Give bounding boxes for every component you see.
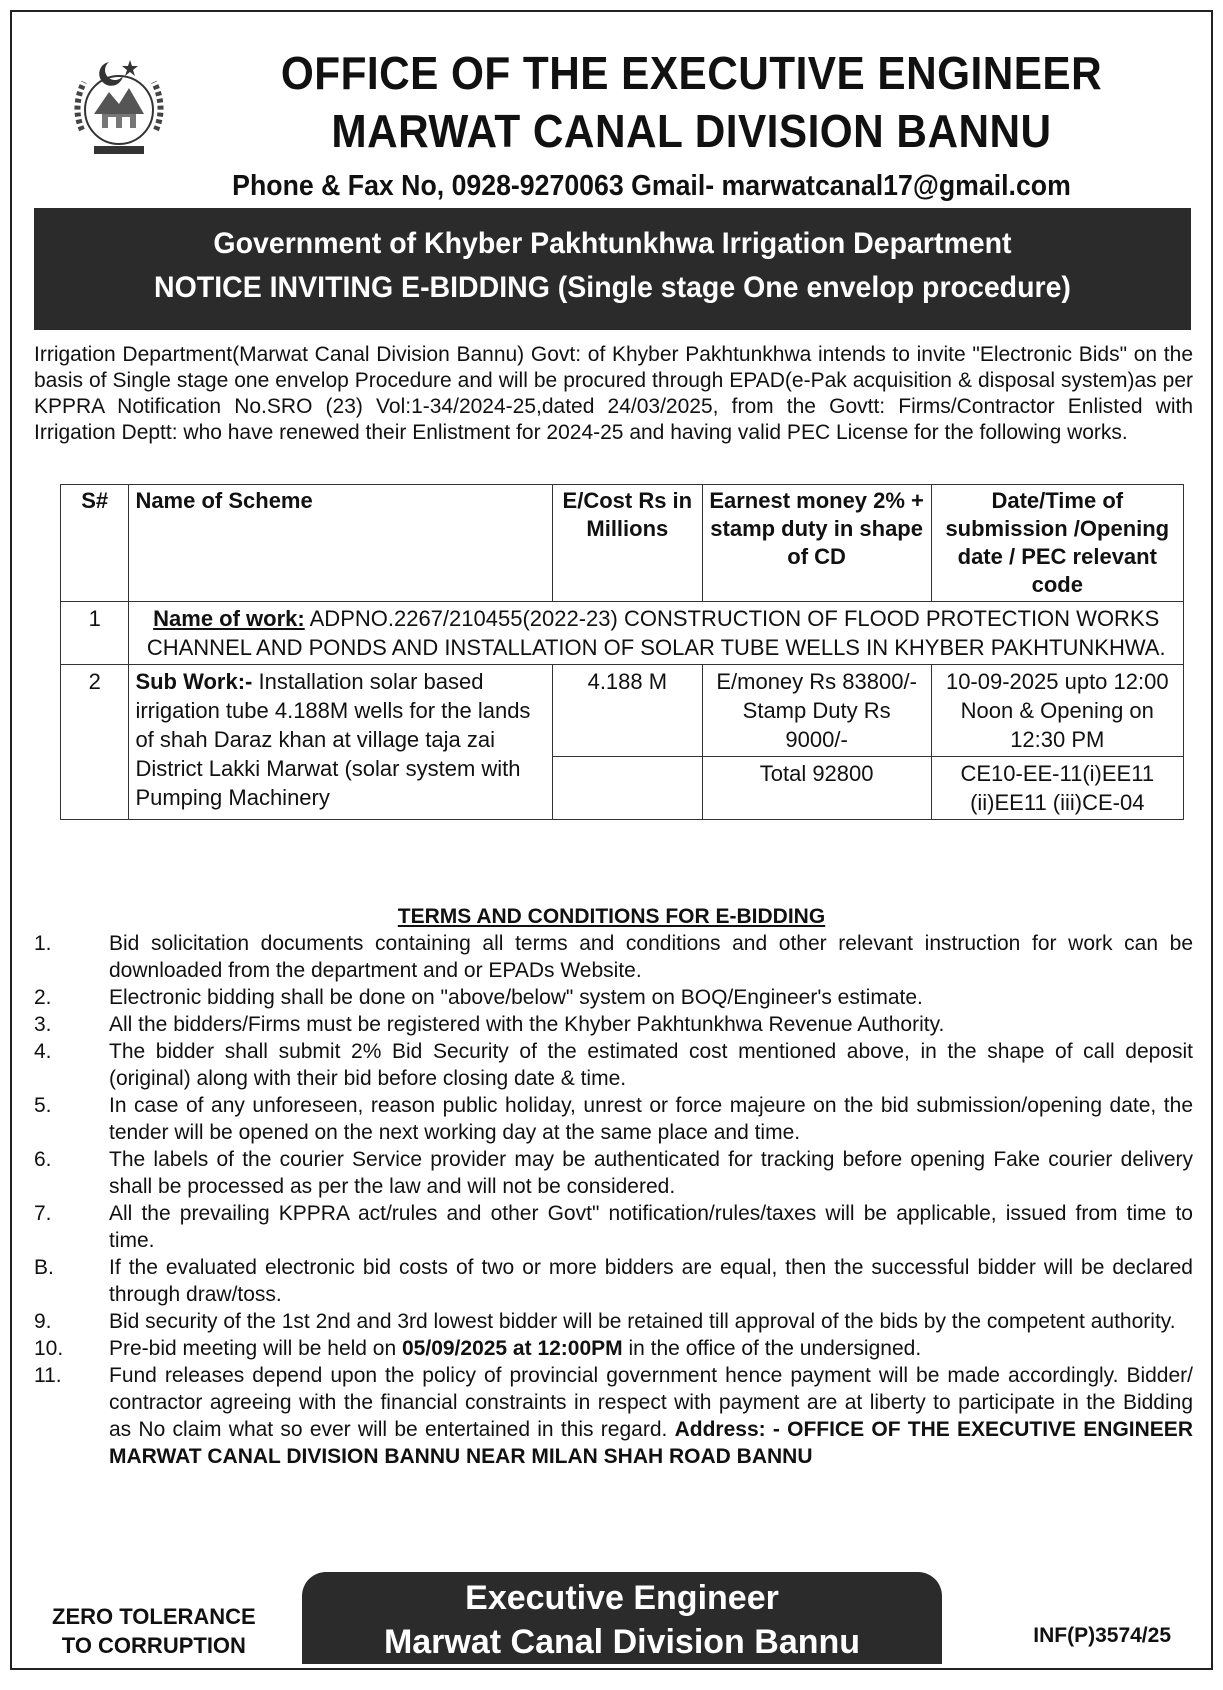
- row1-work: [129, 602, 1184, 665]
- slogan-line1: ZERO TOLERANCE: [52, 1604, 256, 1629]
- term-text: Electronic bidding shall be done on "above/below" system on BOQ/Engineer's estimate.: [109, 986, 923, 1009]
- term11-text: Fund releases depend upon the policy of provincial government hence payment will be made accordingly. Bidder/ contractor agreeing with the financial constraints in respect with payment are at liberty to participate in the Bidding as No claim what so ever will be entertained in this regard.: [109, 1364, 1193, 1441]
- zero-tolerance-slogan: [52, 1602, 256, 1660]
- row2-earnest: E/money Rs 83800/- Stamp Duty Rs 9000/-: [702, 665, 931, 757]
- term10-post: in the office of the undersigned.: [622, 1337, 922, 1360]
- term-number: 4.: [34, 1040, 52, 1063]
- table-row: [61, 665, 1184, 757]
- row1-label: Name of work:: [153, 606, 305, 631]
- row2-cost-empty: [552, 757, 702, 820]
- term10-pre: Pre-bid meeting will be held on: [109, 1337, 402, 1360]
- term-5: [34, 1092, 1193, 1146]
- table-header-row: [61, 485, 1184, 602]
- term-6: [34, 1146, 1193, 1200]
- term-text: The bidder shall submit 2% Bid Security of the estimated cost mentioned above, in the shape of call deposit (original) along with their bid before closing date & time.: [109, 1040, 1193, 1090]
- row2-label: Sub Work:-: [135, 669, 253, 694]
- term-text: If the evaluated electronic bid costs of two or more bidders are equal, then the successful bidder will be declared through draw/toss.: [109, 1256, 1193, 1306]
- term-text: All the bidders/Firms must be registered with the Khyber Pakhtunkhwa Revenue Authority.: [109, 1013, 945, 1036]
- term-number: 9.: [34, 1310, 52, 1333]
- term-number: 10.: [34, 1337, 64, 1360]
- term-number: 11.: [34, 1364, 62, 1387]
- works-table: [60, 484, 1184, 820]
- notice-page: [10, 10, 1213, 1670]
- term-text: Bid security of the 1st 2nd and 3rd lowest bidder will be retained till approval of the bids by the competent authority.: [109, 1310, 1176, 1333]
- term-7: [34, 1200, 1193, 1254]
- term-8: [34, 1254, 1193, 1308]
- terms-title: TERMS AND CONDITIONS FOR E-BIDDING: [397, 905, 826, 928]
- header-scheme: Name of Scheme: [129, 485, 553, 602]
- term-number: 2.: [34, 986, 52, 1009]
- header-date: Date/Time of submission /Opening date / PEC relevant code: [931, 485, 1183, 602]
- contact-line: Phone & Fax No, 0928-9270063 Gmail- marwatcanal17@gmail.com: [232, 170, 1071, 202]
- term-number: 7.: [34, 1202, 52, 1225]
- term-2: [34, 984, 1193, 1011]
- prebid-date: 05/09/2025 at 12:00PM: [402, 1337, 623, 1360]
- term-number: 6.: [34, 1148, 52, 1171]
- term-text: In case of any unforeseen, reason public holiday, unrest or force majeure on the bid submission/opening date, the tender will be opened on the next working day at the same place and time.: [109, 1094, 1193, 1144]
- notice-banner: [34, 208, 1191, 330]
- terms-list: [34, 930, 1193, 1470]
- term-4: [34, 1038, 1193, 1092]
- table-row: [61, 602, 1184, 665]
- row2-total: Total 92800: [702, 757, 931, 820]
- term-10: [34, 1335, 1193, 1362]
- term-number: 1.: [34, 932, 52, 955]
- row2-sno: 2: [61, 665, 129, 820]
- term-11: [34, 1362, 1193, 1470]
- row2-cost: 4.188 M: [552, 665, 702, 757]
- row2-pec-code: CE10-EE-11(i)EE11 (ii)EE11 (iii)CE-04: [931, 757, 1183, 820]
- row1-text: ADPNO.2267/210455(2022-23) CONSTRUCTION OF FLOOD PROTECTION WORKS CHANNEL AND PONDS AND INSTALLATION OF SOLAR TUBE WELLS IN KHYBER PAKHTUNKHWA.: [146, 606, 1166, 660]
- header-title-line2: MARWAT CANAL DIVISION BANNU: [331, 105, 1052, 157]
- term-number: B.: [34, 1256, 54, 1279]
- header-earnest: Earnest money 2% + stamp duty in shape of CD: [702, 485, 931, 602]
- signatory-title: Executive Engineer: [465, 1579, 779, 1617]
- term-9: [34, 1308, 1193, 1335]
- header-cost: E/Cost Rs in Millions: [552, 485, 702, 602]
- term-text: The labels of the courier Service provider may be authenticated for tracking before opening Fake courier delivery shall be processed as per the law and will not be considered.: [109, 1148, 1193, 1198]
- office-address: Address: - OFFICE OF THE EXECUTIVE ENGINEER MARWAT CANAL DIVISION BANNU NEAR MILAN SHAH ROAD BANNU: [109, 1418, 1193, 1468]
- row2-work: [129, 665, 553, 820]
- row2-text: Installation solar based irrigation tube 4.188M wells for the lands of shah Daraz khan at village taja zai District Lakki Marwat (solar system with Pumping Machinery: [135, 669, 531, 810]
- term-text: All the prevailing KPPRA act/rules and other Govt" notification/rules/taxes will be applicable, issued from time to time.: [109, 1202, 1193, 1252]
- term-text: Bid solicitation documents containing all terms and conditions and other relevant instruction for work can be downloaded from the department and or EPADs Website.: [109, 932, 1193, 982]
- term-3: [34, 1011, 1193, 1038]
- row1-sno: 1: [61, 602, 129, 665]
- term-text: [109, 1335, 1193, 1362]
- term-number: 3.: [34, 1013, 52, 1036]
- header-sno: S#: [61, 485, 129, 602]
- signatory-division: Marwat Canal Division Bannu: [383, 1623, 861, 1661]
- signature-block: [302, 1572, 942, 1664]
- kp-government-emblem-icon: [64, 52, 174, 162]
- row2-date: 10-09-2025 upto 12:00 Noon & Opening on 12:30 PM: [931, 665, 1183, 757]
- banner-notice-title: NOTICE INVITING E-BIDDING (Single stage One envelop procedure): [154, 271, 1071, 304]
- term-text: [109, 1362, 1193, 1470]
- header-title-line1: OFFICE OF THE EXECUTIVE ENGINEER: [280, 47, 1103, 99]
- banner-department: Government of Khyber Pakhtunkhwa Irrigation Department: [213, 227, 1012, 260]
- slogan-line2: TO CORRUPTION: [61, 1633, 246, 1658]
- reference-number: INF(P)3574/25: [1033, 1624, 1171, 1647]
- term-1: [34, 930, 1193, 984]
- intro-paragraph: Irrigation Department(Marwat Canal Division Bannu) Govt: of Khyber Pakhtunkhwa intends to invite "Electronic Bids" on the basis of Single stage one envelop Procedure and will be procured through EPAD(e-Pak acquisition & disposal system)as per KPPRA Notification No.SRO (23) Vol:1-34/2024-25,dated 24/03/2025, from the Govtt: Firms/Contractor Enlisted with Irrigation Deptt: who have renewed their Enlistment for 2024-25 and having valid PEC License for the following works.: [34, 343, 1193, 444]
- term-number: 5.: [34, 1094, 52, 1117]
